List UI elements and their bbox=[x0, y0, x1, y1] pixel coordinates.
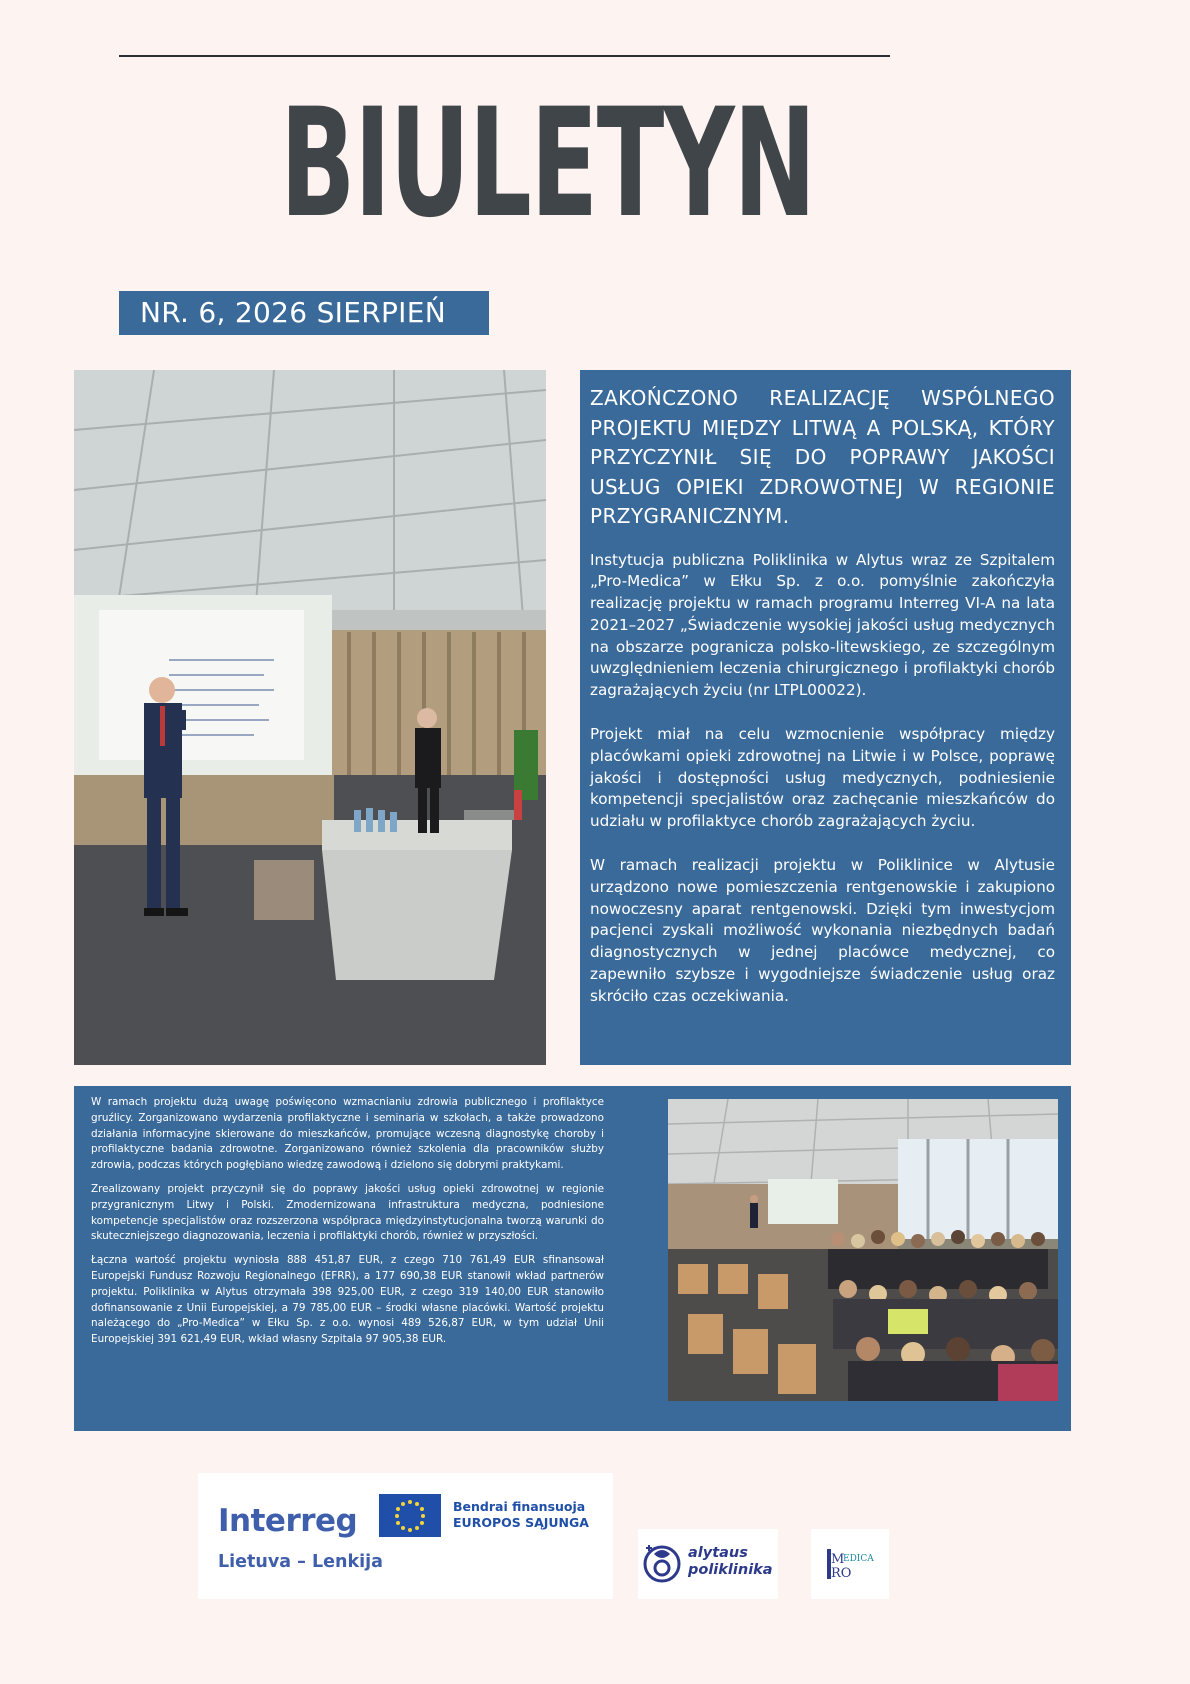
summary-paragraph: Łączna wartość projektu wyniosła 888 451,87 EUR, z czego 710 761,49 EUR sfinansował Europejski Fundusz Rozwoju Regionalnego (EFRR), a 177 690,38 EUR stanowił wkład partnerów projektu. Poliklinika w Alytus otrzymała 398 925,00 EUR, z czego 319 140,00 EUR stanowiło dofinansowanie z Unii Europejskiej, a 79 785,00 EUR – środki własne placówki. Wartość projektu należącego do „Pro-Medica” w Ełku Sp. z o.o. wynosi 489 526,87 EUR, w tym udział Unii Europejskiej 391 621,49 EUR, wkład własny Szpitala 97 905,38 EUR. bbox=[91, 1254, 604, 1346]
alytaus-poliklinika-logo bbox=[638, 1529, 778, 1599]
interreg-subtitle: Lietuva – Lenkija bbox=[218, 1552, 383, 1572]
article-panel bbox=[580, 370, 1071, 1065]
eu-text-line-2: EUROPOS SĄJUNGA bbox=[453, 1515, 589, 1530]
summary-paragraph: W ramach projektu dużą uwagę poświęcono wzmacnianiu zdrowia publicznego i profilaktyce gruźlicy. Zorganizowano wydarzenia profilaktyczne i seminaria w szkołach, a także prowadzono działania informacyjne skierowane do mieszkańców, promujące wczesną diagnostykę choroby i profilaktyczne badania zdrowotne. Zorganizowano również szkolenia dla pracowników służby zdrowia, podczas których pogłębiano wiedzę zawodową i dzielono się dobrymi praktykami. bbox=[91, 1096, 604, 1172]
interreg-logo bbox=[198, 1473, 613, 1599]
alytaus-emblem-icon bbox=[640, 1534, 688, 1594]
conference-audience-illustration bbox=[668, 1099, 1058, 1401]
eu-flag-icon bbox=[379, 1494, 441, 1537]
svg-text:M: M bbox=[831, 1552, 845, 1567]
top-rule bbox=[119, 55, 890, 57]
eu-cofinance-text bbox=[453, 1499, 589, 1531]
interreg-wordmark: Interreg bbox=[218, 1503, 358, 1539]
article-paragraph: W ramach realizacji projektu w Poliklinice w Alytusie urządzono nowe pomieszczenia rentgenowskie i zakupiono nowoczesny aparat rentgenowski. Dzięki tym inwestycjom pacjenci zyskali możliwość wykonania niezbędnych badań diagnostycznych w jednej placówce medycznej, co zapewniło szybsze i wygodniejsze świadczenie usług oraz skróciło czas oczekiwania. bbox=[590, 856, 1055, 1005]
conference-speaker-illustration bbox=[74, 370, 546, 1065]
summary-text bbox=[91, 1095, 604, 1356]
alytaus-line-1: alytaus bbox=[688, 1545, 748, 1561]
pro-medica-emblem-icon bbox=[811, 1529, 889, 1599]
conference-audience-photo bbox=[668, 1099, 1058, 1401]
pro-medica-logo bbox=[811, 1529, 889, 1599]
svg-text:EDICA: EDICA bbox=[843, 1554, 874, 1564]
alytaus-logo-text bbox=[688, 1545, 773, 1579]
issue-label: NR. 6, 2026 SIERPIEŃ bbox=[119, 291, 489, 335]
alytaus-line-2: poliklinika bbox=[688, 1562, 773, 1578]
eu-text-line-1: Bendrai finansuoja bbox=[453, 1499, 586, 1514]
svg-text:RO: RO bbox=[831, 1566, 852, 1581]
conference-speaker-photo bbox=[74, 370, 546, 1065]
article-headline: ZAKOŃCZONO REALIZACJĘ WSPÓLNEGO PROJEKTU MIĘDZY LITWĄ A POLSKĄ, KTÓRY PRZYCZYNIŁ SIĘ DO POPRAWY JAKOŚCI USŁUG OPIEKI ZDROWOTNEJ W REGIONIE PRZYGRANICZNYM. bbox=[590, 386, 1055, 528]
summary-paragraph: Zrealizowany projekt przyczynił się do poprawy jakości usług opieki zdrowotnej w regionie przygranicznym Litwy i Polski. Zmodernizowana infrastruktura medyczna, podniesione kompetencje specjalistów oraz rozszerzona współpraca międzyinstytucjonalna tworzą warunki do skuteczniejszego diagnozowania, leczenia i profilaktyki chorób, również w przyszłości. bbox=[91, 1182, 604, 1243]
newsletter-title: BIULETYN bbox=[280, 77, 815, 251]
article-paragraph: Instytucja publiczna Poliklinika w Alytus wraz ze Szpitalem „Pro-Medica” w Ełku Sp. z o.o. pomyślnie zakończyła realizację projektu w ramach programu Interreg VI-A na lata 2021–2027 „Świadczenie wysokiej jakości usług medycznych na obszarze pogranicza polsko-litewskiego, ze szczególnym uwzględnieniem leczenia chirurgicznego i profilaktyki chorób zagrażających życiu (nr LTPL00022). bbox=[590, 550, 1055, 700]
article-paragraph: Projekt miał na celu wzmocnienie współpracy między placówkami opieki zdrowotnej na Litwie i w Polsce, poprawę jakości i dostępności usług medycznych, podniesienie kompetencji specjalistów oraz zachęcanie mieszkańców do udziału w profilaktyce chorób zagrażających życiu. bbox=[590, 725, 1055, 831]
